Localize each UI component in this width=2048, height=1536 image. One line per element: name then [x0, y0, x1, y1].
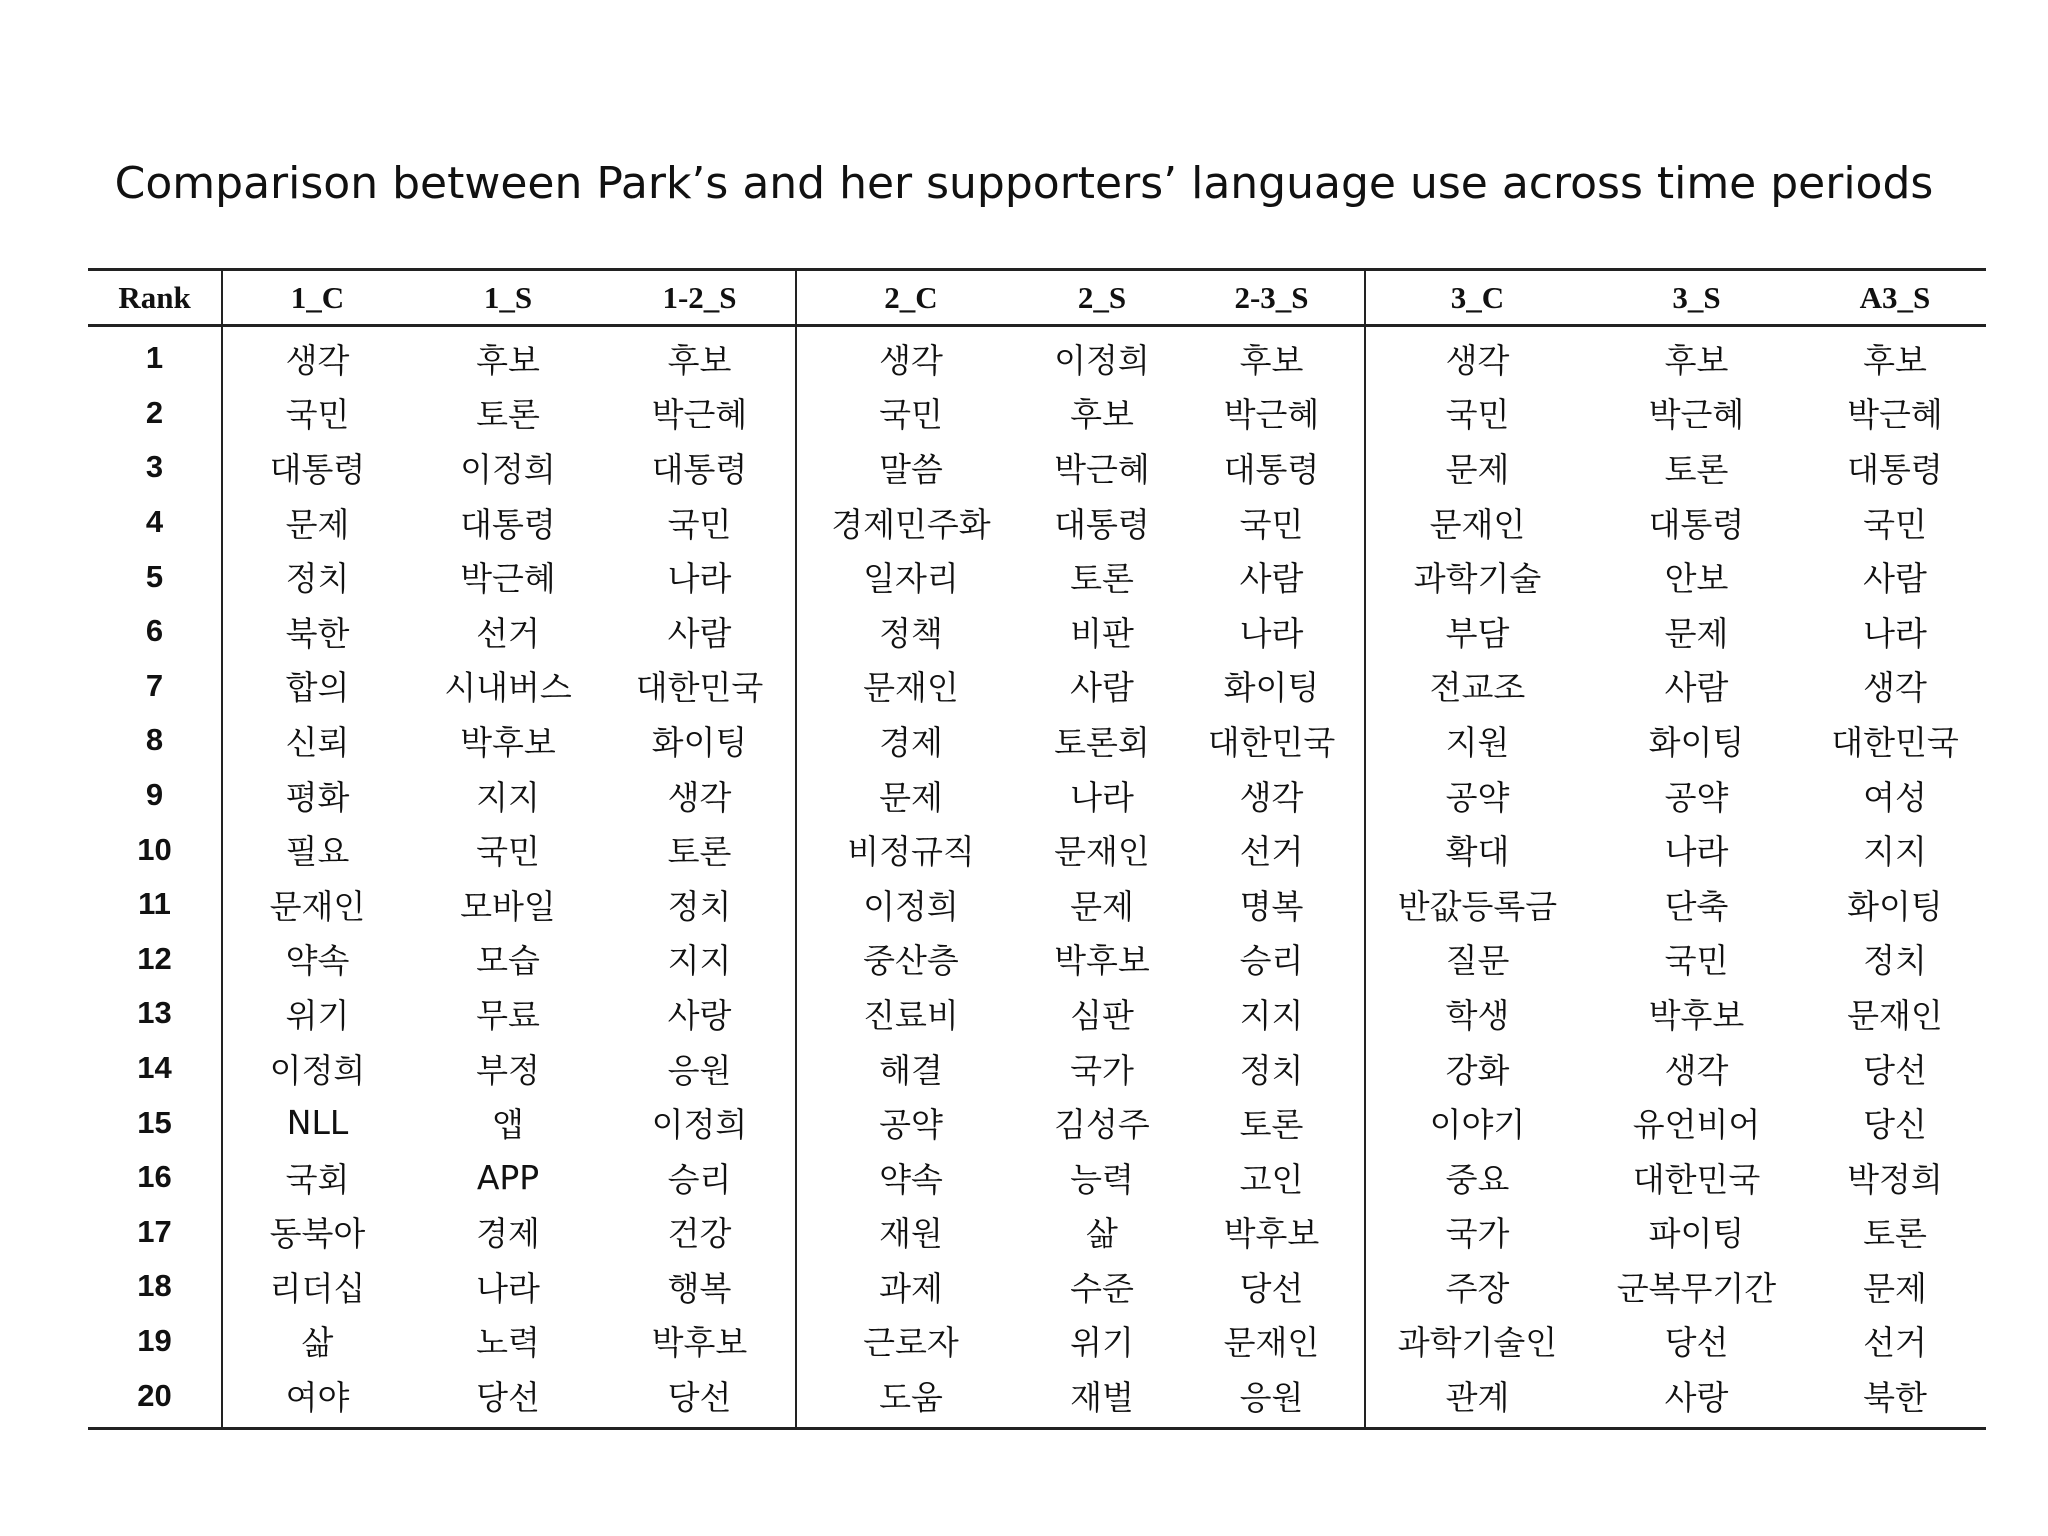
word-cell: 생각: [879, 340, 943, 380]
word-cell: APP: [476, 1157, 540, 1197]
word-cell: 비정규직: [847, 832, 975, 872]
word-cell: 파이팅: [1648, 1214, 1745, 1254]
word-cell: 박근혜: [1648, 395, 1745, 435]
word-cell: 당선: [1863, 1050, 1927, 1090]
word-cell: 당선: [412, 1368, 604, 1428]
table-row: [88, 932, 1986, 987]
word-cell: 토론: [1664, 449, 1729, 489]
word-cell: 앱: [492, 1105, 524, 1145]
word-cell: 관계: [1365, 1368, 1589, 1428]
word-cell: 대한민국: [1632, 1159, 1761, 1199]
word-cell: 국민: [1664, 941, 1729, 981]
word-cell: 생각: [604, 768, 796, 823]
word-cell: 필요: [285, 832, 350, 872]
word-cell: 문재인: [1179, 1314, 1365, 1369]
word-cell: 박후보: [1648, 995, 1745, 1035]
word-cell: 이정희: [460, 449, 556, 489]
column-header: 3_S: [1589, 270, 1804, 326]
word-cell: 도움: [796, 1368, 1025, 1428]
word-cell: 국민: [1179, 495, 1365, 550]
word-cell: 해결: [879, 1050, 943, 1090]
rank-cell: 18: [88, 1259, 222, 1314]
table-row: [88, 768, 1986, 823]
rank-cell: 5: [88, 549, 222, 604]
word-cell: 건강: [604, 1205, 796, 1260]
word-cell: 당신: [1863, 1105, 1927, 1145]
word-cell: 토론: [604, 822, 796, 877]
word-cell: 토론: [1070, 559, 1134, 599]
word-cell: 생각: [1863, 668, 1927, 708]
word-cell: 공약: [879, 1105, 943, 1145]
word-cell: 무료: [476, 995, 540, 1035]
table-row: [88, 877, 1986, 932]
word-cell: 후보: [604, 326, 796, 386]
table-row: [88, 604, 1986, 659]
table-row: [88, 659, 1986, 714]
rank-cell: 3: [88, 440, 222, 495]
column-header: 3_C: [1365, 270, 1589, 326]
word-cell: 문재인: [1429, 504, 1526, 544]
word-cell: 동북아: [269, 1214, 366, 1254]
word-cell: 명복: [1179, 877, 1365, 932]
word-cell: 토론: [476, 395, 540, 435]
column-header: 2-3_S: [1179, 270, 1365, 326]
word-cell: 이정희: [863, 886, 959, 926]
word-cell: 나라: [1070, 777, 1134, 817]
word-cell: 문제: [1863, 1268, 1927, 1308]
word-cell: 노력: [476, 1323, 540, 1363]
column-header-rank: Rank: [88, 270, 222, 326]
word-cell: 이정희: [1054, 340, 1150, 380]
word-cell: 선거: [476, 613, 540, 653]
word-cell: 이야기: [1429, 1105, 1526, 1145]
word-cell: 후보: [1863, 340, 1927, 380]
word-cell: 국민: [1863, 504, 1927, 544]
word-cell: 문재인: [1847, 995, 1943, 1035]
word-cell: 후보: [476, 340, 540, 380]
word-cell: 공약: [1445, 777, 1510, 817]
word-cell: 나라: [476, 1268, 540, 1308]
word-cell: 근로자: [863, 1323, 959, 1363]
word-cell: 과학기술인: [1397, 1323, 1558, 1363]
word-cell: NLL: [286, 1103, 349, 1143]
word-cell: 생각: [285, 340, 350, 380]
column-header: 2_C: [796, 270, 1025, 326]
word-cell: 생각: [1179, 768, 1365, 823]
table-row: [88, 1205, 1986, 1260]
rank-cell: 1: [88, 326, 222, 386]
word-cell: 반값등록금: [1397, 886, 1558, 926]
table-body: [88, 326, 1986, 1429]
column-header: 1-2_S: [604, 270, 796, 326]
word-cell: 사람: [1179, 549, 1365, 604]
word-cell: 대한민국: [1831, 722, 1959, 762]
word-cell: 유언비어: [1632, 1105, 1761, 1145]
rank-cell: 6: [88, 604, 222, 659]
table-row: [88, 1259, 1986, 1314]
word-cell: 위기: [285, 995, 350, 1035]
word-cell: 문제: [285, 504, 350, 544]
word-cell: 여성: [1863, 777, 1927, 817]
word-cell: 정치: [604, 877, 796, 932]
word-cell: 과제: [879, 1268, 943, 1308]
word-cell: 대통령: [460, 504, 556, 544]
word-cell: 후보: [1070, 395, 1134, 435]
word-cell: 진료비: [863, 995, 959, 1035]
table-row: [88, 1095, 1986, 1150]
table-row: [88, 326, 1986, 386]
word-cell: 문제: [1664, 613, 1729, 653]
word-cell: 모바일: [460, 886, 556, 926]
word-cell: 대통령: [269, 449, 366, 489]
word-cell: 나라: [1863, 613, 1927, 653]
word-cell: 응원: [1179, 1368, 1365, 1428]
word-cell: 화이팅: [604, 713, 796, 768]
word-cell: 대통령: [1847, 449, 1943, 489]
table-row: [88, 549, 1986, 604]
rank-cell: 17: [88, 1205, 222, 1260]
word-cell: 북한: [285, 613, 350, 653]
word-cell: 국가: [1070, 1050, 1134, 1090]
word-cell: 토론회: [1054, 722, 1150, 762]
word-cell: 군복무기간: [1616, 1268, 1777, 1308]
word-cell: 수준: [1070, 1268, 1134, 1308]
word-cell: 부담: [1445, 613, 1510, 653]
word-cell: 지지: [604, 932, 796, 987]
word-cell: 단축: [1664, 886, 1729, 926]
word-cell: 경제: [476, 1214, 540, 1254]
word-cell: 질문: [1445, 941, 1510, 981]
rank-cell: 13: [88, 986, 222, 1041]
rank-cell: 12: [88, 932, 222, 987]
rank-cell: 4: [88, 495, 222, 550]
word-cell: 박후보: [604, 1314, 796, 1369]
column-header: 1_S: [412, 270, 604, 326]
word-cell: 행복: [604, 1259, 796, 1314]
word-cell: 국회: [285, 1159, 350, 1199]
rank-cell: 7: [88, 659, 222, 714]
word-cell: 여야: [222, 1368, 412, 1428]
word-cell: 당선: [1664, 1323, 1729, 1363]
word-cell: 국민: [1445, 395, 1510, 435]
word-cell: 주장: [1445, 1268, 1510, 1308]
rank-cell: 2: [88, 386, 222, 441]
rank-cell: 11: [88, 877, 222, 932]
table-row: [88, 1368, 1986, 1428]
word-cell: 후보: [1179, 326, 1365, 386]
word-cell: 선거: [1179, 822, 1365, 877]
word-cell: 국민: [604, 495, 796, 550]
word-cell: 정치: [1863, 941, 1927, 981]
word-cell: 나라: [604, 549, 796, 604]
word-cell: 심판: [1070, 995, 1134, 1035]
word-cell: 삶: [301, 1323, 334, 1363]
word-cell: 합의: [285, 668, 350, 708]
word-cell: 문재인: [863, 668, 959, 708]
word-cell: 말씀: [879, 449, 943, 489]
word-cell: 시내버스: [444, 668, 572, 708]
table-row: [88, 986, 1986, 1041]
word-cell: 당선: [604, 1368, 796, 1428]
word-cell: 강화: [1445, 1050, 1510, 1090]
word-cell: 문재인: [1054, 832, 1150, 872]
word-cell: 승리: [604, 1150, 796, 1205]
word-cell: 비판: [1070, 613, 1134, 653]
word-cell: 정치: [285, 559, 350, 599]
word-cell: 대통령: [1054, 504, 1150, 544]
word-cell: 당선: [1179, 1259, 1365, 1314]
word-cell: 응원: [604, 1041, 796, 1096]
word-cell: 박후보: [1179, 1205, 1365, 1260]
word-cell: 국민: [476, 832, 540, 872]
rank-cell: 14: [88, 1041, 222, 1096]
table-row: [88, 713, 1986, 768]
table-row: [88, 495, 1986, 550]
word-cell: 국민: [879, 395, 943, 435]
word-cell: 화이팅: [1179, 659, 1365, 714]
word-cell: 정책: [879, 613, 943, 653]
word-cell: 승리: [1179, 932, 1365, 987]
word-cell: 안보: [1664, 559, 1729, 599]
rank-cell: 8: [88, 713, 222, 768]
word-cell: 화이팅: [1648, 722, 1745, 762]
word-cell: 박근혜: [1179, 386, 1365, 441]
word-cell: 사람: [604, 604, 796, 659]
word-cell: 대통령: [604, 440, 796, 495]
word-cell: 문제: [1445, 449, 1510, 489]
word-cell: 사람: [1863, 559, 1927, 599]
word-cell: 지지: [1863, 832, 1927, 872]
word-cell: 경제민주화: [831, 504, 991, 544]
word-cell: 토론: [1179, 1095, 1365, 1150]
word-cell: 중산층: [863, 941, 959, 981]
word-cell: 문제: [1070, 886, 1134, 926]
word-cell: 능력: [1070, 1159, 1134, 1199]
word-cell: 부정: [476, 1050, 540, 1090]
word-cell: 평화: [285, 777, 350, 817]
table-row: [88, 822, 1986, 877]
rank-cell: 10: [88, 822, 222, 877]
word-cell: 박후보: [1054, 941, 1150, 981]
word-cell: 문재인: [269, 886, 366, 926]
word-cell: 재벌: [1025, 1368, 1179, 1428]
word-cell: 박근혜: [1054, 449, 1150, 489]
word-cell: 국가: [1445, 1214, 1510, 1254]
word-cell: 재원: [879, 1214, 943, 1254]
rank-cell: 9: [88, 768, 222, 823]
word-cell: 국민: [285, 395, 350, 435]
word-cell: 토론: [1863, 1214, 1927, 1254]
word-cell: 대한민국: [1179, 713, 1365, 768]
word-cell: 박정희: [1847, 1159, 1943, 1199]
word-cell: 삶: [1086, 1214, 1118, 1254]
word-rank-table: [88, 268, 1986, 1430]
word-cell: 모습: [476, 941, 540, 981]
word-cell: 나라: [1664, 832, 1729, 872]
table-header-row: [88, 270, 1986, 326]
word-cell: 학생: [1445, 995, 1510, 1035]
slide-title: Comparison between Park’s and her supporters’ language use across time periods: [114, 158, 1934, 209]
table-row: [88, 440, 1986, 495]
word-cell: 리더십: [269, 1268, 366, 1308]
word-cell: 이정희: [269, 1050, 366, 1090]
word-cell: 사랑: [604, 986, 796, 1041]
table-row: [88, 1041, 1986, 1096]
word-cell: 박근혜: [460, 559, 556, 599]
word-cell: 대한민국: [604, 659, 796, 714]
word-cell: 일자리: [863, 559, 959, 599]
table-row: [88, 386, 1986, 441]
rank-cell: 20: [88, 1368, 222, 1428]
word-cell: 경제: [879, 722, 943, 762]
column-header: A3_S: [1804, 270, 1986, 326]
word-cell: 사람: [1070, 668, 1134, 708]
word-cell: 중요: [1445, 1159, 1510, 1199]
word-cell: 화이팅: [1847, 886, 1943, 926]
word-cell: 박근혜: [1847, 395, 1943, 435]
table-row: [88, 1150, 1986, 1205]
word-cell: 박근혜: [604, 386, 796, 441]
word-cell: 생각: [1445, 340, 1510, 380]
word-cell: 전교조: [1429, 668, 1526, 708]
word-cell: 지지: [476, 777, 540, 817]
word-cell: 고인: [1179, 1150, 1365, 1205]
word-cell: 정치: [1179, 1041, 1365, 1096]
rank-cell: 19: [88, 1314, 222, 1369]
word-cell: 김성주: [1054, 1105, 1150, 1145]
word-cell: 박후보: [460, 722, 556, 762]
word-cell: 공약: [1664, 777, 1729, 817]
word-cell: 선거: [1863, 1323, 1927, 1363]
column-header: 2_S: [1025, 270, 1179, 326]
rank-cell: 16: [88, 1150, 222, 1205]
word-cell: 지원: [1445, 722, 1510, 762]
word-cell: 사랑: [1589, 1368, 1804, 1428]
word-cell: 북한: [1804, 1368, 1986, 1428]
word-cell: 나라: [1179, 604, 1365, 659]
word-cell: 신뢰: [285, 722, 350, 762]
word-cell: 대통령: [1179, 440, 1365, 495]
rank-cell: 15: [88, 1095, 222, 1150]
word-cell: 문제: [879, 777, 943, 817]
word-cell: 약속: [879, 1159, 943, 1199]
word-cell: 약속: [285, 941, 350, 981]
word-cell: 이정희: [604, 1095, 796, 1150]
word-cell: 과학기술: [1413, 559, 1542, 599]
word-cell: 사람: [1664, 668, 1729, 708]
word-cell: 대통령: [1648, 504, 1745, 544]
word-cell: 확대: [1445, 832, 1510, 872]
word-cell: 생각: [1664, 1050, 1729, 1090]
word-cell: 위기: [1070, 1323, 1134, 1363]
table-row: [88, 1314, 1986, 1369]
word-cell: 후보: [1664, 340, 1729, 380]
column-header: 1_C: [222, 270, 412, 326]
word-cell: 지지: [1179, 986, 1365, 1041]
